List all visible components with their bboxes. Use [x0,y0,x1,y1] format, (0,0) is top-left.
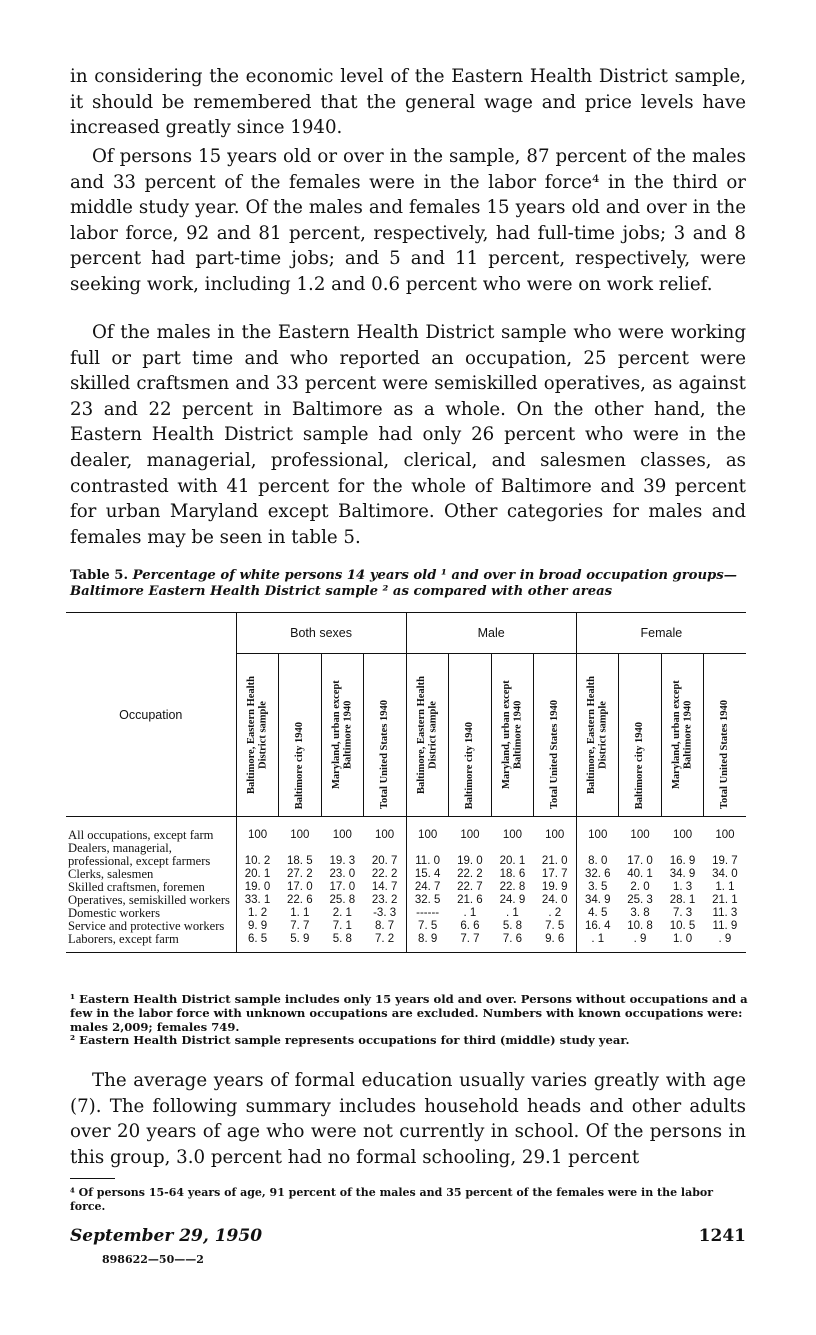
table-cell: 9. 9 [236,920,279,933]
table-cell: 16. 4 [576,920,619,933]
table-cell: 24. 0 [541,894,568,906]
table-row [66,894,746,907]
column-header: Baltimore city 1940 [449,654,492,817]
table-cell: 34. 9 [669,868,696,880]
column-header: Maryland, urban except Baltimore 1940 [661,654,704,817]
table-cell: 6. 5 [236,933,279,953]
table-cell: 19. 3 [329,855,356,867]
row-label: Dealers, managerial, professional, except farmers [68,841,211,868]
table-footnote-2: ² Eastern Health District sample represents occupations for third (middle) study year. [70,1033,630,1047]
table-footnote-1: ¹ Eastern Health District sample includes only 15 years old and over. Persons without occupations and a few in the labor force with unknown occupations are excluded. Numbers with known occupations were: males 2,009; females 749. [70,992,748,1034]
table-cell: 25. 8 [329,894,356,906]
table-row [66,842,746,868]
table-caption-text: Percentage of white persons 14 years old ¹ and over in broad occupation groups—Baltimore Eastern Health District sample ² as compared with other areas [70,568,737,599]
table-cell: 17. 0 [627,855,653,867]
table-cell: 15. 4 [406,868,449,881]
table-cell: 10. 2 [236,842,279,868]
body-paragraph-3: Of the males in the Eastern Health District sample who were working full or part time and who reported an occupation, 25 percent were skilled craftsmen and 33 percent were semiskilled operatives, as against 23 and 22 percent in Baltimore as a whole. On the other hand, the Eastern Health District sample had only 26 percent who were in the dealer, managerial, professional, clerical, and salesmen classes, as contrasted with 41 percent for the whole of Baltimore and 39 percent for urban Maryland except Baltimore. Other categories for males and females may be seen in table 5. [70,322,746,548]
column-header: Total United States 1940 [364,654,407,817]
table-cell: 19. 0 [457,855,483,867]
row-label: All occupations, except farm [68,828,214,842]
table-cell: 20. 7 [371,855,398,867]
table-cell: 1. 1 [290,907,310,919]
table-cell: . 9 [718,933,732,945]
table-cell: 7. 6 [502,933,523,945]
column-header: Baltimore, Eastern Health District sample [406,654,449,817]
table-cell: 20. 1 [236,868,279,881]
print-code: 898622—50——2 [102,1253,204,1266]
table-caption-label: Table 5. [70,568,129,583]
body-paragraph-2: Of persons 15 years old or over in the sample, 87 percent of the males and 33 percent of the females were in the labor force⁴ in the third or middle study year. Of the males and females 15 years old and over in the labor force, 92 and 81 percent, respectively, had full-time jobs; 3 and 8 percent had part-time jobs; and 5 and 11 percent, respectively, were seeking work, including 1.2 and 0.6 percent who were on work relief. [70,146,746,295]
table-cell: 18. 5 [287,855,313,867]
table-cell: 16. 9 [669,855,696,867]
table-cell: 100 [460,829,480,841]
table-cell: 17. 0 [329,881,356,893]
table-cell: 100 [715,829,735,841]
table-cell: 3. 5 [576,881,619,894]
table-cell: 22. 6 [287,894,313,906]
table-cell: 18. 6 [499,868,526,880]
table-cell: 33. 1 [236,894,279,907]
table-cell: 100 [545,829,565,841]
table-cell: . 1 [576,933,619,953]
table-cell: 7. 5 [406,920,449,933]
table-cell: 4. 5 [576,907,619,920]
table-cell: 6. 6 [460,920,480,932]
table-cell: 100 [502,829,523,841]
group-header-both-sexes: Both sexes [236,613,406,654]
table-cell: 28. 1 [669,894,696,906]
table-cell: 8. 7 [375,920,395,932]
table-cell: 11. 9 [712,920,738,932]
table-cell: 9. 6 [545,933,565,945]
table-cell: 20. 1 [499,855,526,867]
table-cell: . 9 [633,933,647,945]
table-cell: . 2 [548,907,562,919]
occupation-table [66,612,746,953]
table-cell: 17. 7 [541,868,568,880]
table-cell: 1. 3 [672,881,693,893]
table-cell: 23. 2 [371,894,398,906]
table-cell: 7. 7 [290,920,310,932]
body-paragraph-4: The average years of formal education usually varies greatly with age (7). The following summary includes household heads and other adults over 20 years of age who were not currently in school. Of the persons in this group, 3.0 percent had no formal schooling, 29.1 percent [70,1070,746,1168]
table-cell: 5. 8 [332,933,352,945]
table-cell: ------ [406,907,449,920]
table-cell: 22. 2 [371,868,398,880]
table-cell: 7. 2 [375,933,395,945]
table-cell: 11. 0 [406,842,449,868]
table-cell: 3. 8 [630,907,650,919]
group-header-female: Female [576,613,746,654]
table-cell: 100 [406,829,449,842]
table-cell: 34. 0 [712,868,738,880]
table-cell: 21. 1 [712,894,738,906]
table-cell: 100 [236,829,279,842]
row-label: Service and protective workers [68,919,225,933]
table-cell: 10. 8 [627,920,653,932]
table-cell: 100 [672,829,693,841]
table-cell: 14. 7 [371,881,398,893]
table-cell: 100 [630,829,650,841]
column-header: Total United States 1940 [704,654,746,817]
table-cell: 23. 0 [329,868,356,880]
table-cell: . 1 [506,907,519,919]
table-cell: 7. 5 [545,920,565,932]
table-cell: 100 [375,829,395,841]
table-cell: 2. 1 [332,907,352,919]
row-label: Laborers, except farm [68,932,179,946]
row-label: Skilled craftsmen, foremen [68,880,205,894]
table-cell: 5. 9 [290,933,310,945]
table-cell: 19. 9 [541,881,568,893]
page-number: 1241 [698,1226,746,1246]
row-label: Operatives, semiskilled workers [68,893,230,907]
table-cell: -3. 3 [373,907,397,919]
table-cell: 24. 9 [499,894,526,906]
column-header: Baltimore city 1940 [279,654,322,817]
table-cell: 7. 3 [672,907,693,919]
table-cell: 25. 3 [627,894,653,906]
table-cell: . 1 [463,907,477,919]
table-cell: 10. 5 [669,920,696,932]
table-cell: 22. 2 [457,868,483,880]
column-header: Baltimore city 1940 [619,654,662,817]
table-cell: 1. 0 [672,933,693,945]
table-cell: 21. 0 [541,855,568,867]
table-cell: 40. 1 [627,868,653,880]
table-cell: 8. 9 [406,933,449,953]
table-cell: 8. 0 [576,842,619,868]
column-header: Total United States 1940 [534,654,577,817]
table-cell: 7. 1 [332,920,352,932]
table-row [66,933,746,953]
table-cell: 19. 0 [236,881,279,894]
occupation-column-header: Occupation [66,613,236,817]
table-cell: 34. 9 [576,894,619,907]
table-cell: 2. 0 [630,881,650,893]
occupation-table-body [66,817,746,954]
occupation-table-container [66,612,746,953]
row-label: Clerks, salesmen [68,867,154,881]
table-cell: 1. 1 [715,881,735,893]
footnote-divider [70,1178,115,1179]
column-header: Baltimore, Eastern Health District sample [576,654,619,817]
body-paragraph-1: in considering the economic level of the Eastern Health District sample, it should be remembered that the general wage and price levels have increased greatly since 1940. [70,66,746,139]
table-cell: 17. 0 [287,881,313,893]
table-cell: 22. 8 [499,881,526,893]
group-header-male: Male [406,613,576,654]
row-label: Domestic workers [68,906,160,920]
table-cell: 21. 6 [457,894,483,906]
table-cell: 27. 2 [287,868,313,880]
table-cell: 22. 7 [457,881,483,893]
column-header: Maryland, urban except Baltimore 1940 [321,654,364,817]
table-caption [70,568,746,600]
column-header: Baltimore, Eastern Health District sample [236,654,279,817]
table-cell: 32. 5 [406,894,449,907]
table-cell: 24. 7 [406,881,449,894]
table-cell: 32. 6 [576,868,619,881]
page-footnote-4: ⁴ Of persons 15-64 years of age, 91 percent of the males and 35 percent of the females were in the labor force. [70,1186,714,1213]
column-header: Maryland, urban except Baltimore 1940 [491,654,534,817]
table-cell: 5. 8 [502,920,523,932]
table-bottom-rule [66,953,746,954]
table-cell: 100 [576,829,619,842]
table-cell: 100 [290,829,310,841]
table-cell: 1. 2 [236,907,279,920]
table-cell: 11. 3 [712,907,738,919]
table-cell: 19. 7 [712,855,738,867]
table-cell: 100 [332,829,352,841]
issue-date: September 29, 1950 [70,1226,263,1246]
table-cell: 7. 7 [460,933,480,945]
